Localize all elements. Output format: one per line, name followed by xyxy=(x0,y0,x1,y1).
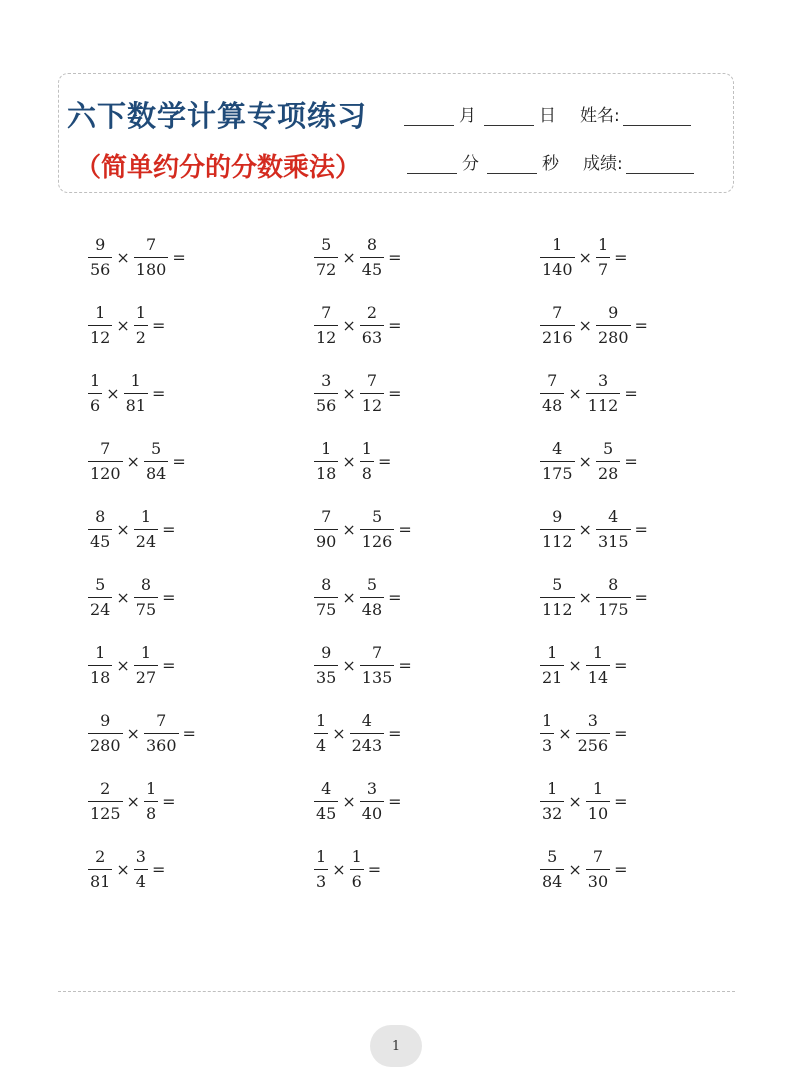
denominator: 24 xyxy=(134,529,158,550)
fraction-a xyxy=(540,710,554,755)
problem-item xyxy=(88,772,314,830)
denominator: 2 xyxy=(134,325,148,346)
times-sign: × xyxy=(578,247,592,267)
fraction-a xyxy=(88,846,112,891)
fraction-a xyxy=(88,778,123,823)
fraction-b xyxy=(360,234,384,279)
denominator: 24 xyxy=(88,597,112,618)
name-label: 姓名: xyxy=(580,106,620,126)
denominator: 256 xyxy=(576,733,611,754)
fraction-a xyxy=(314,370,338,415)
equals-sign: = xyxy=(151,383,166,403)
numerator: 1 xyxy=(361,438,372,458)
fraction-a xyxy=(88,234,112,279)
denominator: 81 xyxy=(124,393,148,414)
equals-sign: = xyxy=(182,723,196,743)
problem-item xyxy=(540,228,766,286)
denominator: 8 xyxy=(360,461,374,482)
problem-item xyxy=(314,840,540,898)
fraction-a xyxy=(88,642,112,687)
numerator: 8 xyxy=(366,234,378,254)
denominator: 3 xyxy=(540,733,554,754)
numerator: 1 xyxy=(135,302,146,322)
denominator: 175 xyxy=(540,461,575,482)
problem-item xyxy=(314,568,540,626)
worksheet-header xyxy=(58,73,734,193)
times-sign: × xyxy=(126,451,140,471)
denominator: 28 xyxy=(596,461,620,482)
denominator: 140 xyxy=(540,257,575,278)
equals-sign: = xyxy=(172,451,186,471)
fraction-b xyxy=(586,778,610,823)
times-sign: × xyxy=(342,791,356,811)
problem-item xyxy=(88,704,314,762)
denominator: 216 xyxy=(540,325,575,346)
numerator: 5 xyxy=(321,234,332,254)
fraction-b xyxy=(586,370,621,415)
denominator: 48 xyxy=(540,393,564,414)
times-sign: × xyxy=(332,723,346,743)
fraction-a xyxy=(314,778,338,823)
numerator: 7 xyxy=(100,438,111,458)
fraction-b xyxy=(596,506,631,551)
numerator: 7 xyxy=(145,234,157,254)
times-sign: × xyxy=(342,519,356,539)
name-blank[interactable] xyxy=(623,105,691,126)
problem-item xyxy=(540,636,766,694)
equals-sign: = xyxy=(614,859,628,879)
fraction-a xyxy=(540,642,564,687)
equals-sign: = xyxy=(388,247,402,267)
equals-sign: = xyxy=(398,655,412,675)
numerator: 1 xyxy=(140,642,152,662)
fraction-b xyxy=(350,710,385,755)
denominator: 45 xyxy=(88,529,112,550)
denominator: 6 xyxy=(88,393,102,414)
fraction-b xyxy=(134,846,148,891)
numerator: 1 xyxy=(321,438,332,458)
numerator: 4 xyxy=(608,506,619,526)
numerator: 7 xyxy=(547,370,558,390)
numerator: 2 xyxy=(100,778,111,798)
numerator: 5 xyxy=(95,574,106,594)
fraction-b xyxy=(134,234,169,279)
equals-sign: = xyxy=(388,315,402,335)
numerator: 8 xyxy=(608,574,619,594)
numerator: 9 xyxy=(608,302,619,322)
fraction-a xyxy=(540,506,575,551)
equals-sign: = xyxy=(634,315,648,335)
equals-sign: = xyxy=(624,383,638,403)
problem-item xyxy=(540,840,766,898)
fraction-a xyxy=(314,710,328,755)
numerator: 9 xyxy=(95,234,106,254)
problem-item xyxy=(88,228,314,286)
denominator: 56 xyxy=(314,393,338,414)
problem-item xyxy=(540,364,766,422)
numerator: 1 xyxy=(140,506,152,526)
numerator: 7 xyxy=(321,302,332,322)
numerator: 7 xyxy=(552,302,563,322)
fraction-a xyxy=(88,438,123,483)
times-sign: × xyxy=(106,383,120,403)
numerator: 3 xyxy=(597,370,609,390)
denominator: 126 xyxy=(360,529,395,550)
numerator: 8 xyxy=(140,574,152,594)
denominator: 112 xyxy=(540,597,575,618)
problem-item xyxy=(540,296,766,354)
equals-sign: = xyxy=(172,247,186,267)
numerator: 1 xyxy=(95,302,106,322)
fraction-b xyxy=(144,778,158,823)
numerator: 1 xyxy=(597,234,609,254)
fraction-a xyxy=(540,370,564,415)
equals-sign: = xyxy=(388,383,402,403)
numerator: 4 xyxy=(552,438,563,458)
problem-item xyxy=(314,704,540,762)
denominator: 14 xyxy=(586,665,610,686)
fraction-a xyxy=(540,778,564,823)
denominator: 175 xyxy=(596,597,631,618)
problem-item xyxy=(88,364,314,422)
equals-sign: = xyxy=(614,655,628,675)
worksheet-subtitle: （简单约分的分数乘法） xyxy=(75,153,362,183)
problem-item xyxy=(314,364,540,422)
numerator: 1 xyxy=(316,846,327,866)
score-label: 成绩: xyxy=(583,154,623,174)
fraction-b xyxy=(360,642,395,687)
month-label: 月 xyxy=(459,106,476,126)
numerator: 2 xyxy=(366,302,378,322)
numerator: 1 xyxy=(145,778,157,798)
fraction-b xyxy=(134,642,158,687)
times-sign: × xyxy=(116,315,130,335)
numerator: 2 xyxy=(95,846,106,866)
equals-sign: = xyxy=(388,791,402,811)
numerator: 4 xyxy=(321,778,332,798)
equals-sign: = xyxy=(162,655,176,675)
times-sign: × xyxy=(568,655,582,675)
problem-item xyxy=(314,772,540,830)
fraction-b xyxy=(360,574,384,619)
times-sign: × xyxy=(116,859,130,879)
denominator: 8 xyxy=(144,801,158,822)
times-sign: × xyxy=(578,451,592,471)
problem-item xyxy=(540,500,766,558)
problem-item xyxy=(88,840,314,898)
numerator: 9 xyxy=(321,642,332,662)
problem-grid xyxy=(88,228,766,908)
problem-item xyxy=(88,636,314,694)
equals-sign: = xyxy=(614,723,628,743)
fraction-a xyxy=(314,506,338,551)
denominator: 4 xyxy=(314,733,328,754)
fraction-b xyxy=(134,302,148,347)
denominator: 21 xyxy=(540,665,564,686)
times-sign: × xyxy=(342,655,356,675)
fraction-a xyxy=(540,574,575,619)
denominator: 180 xyxy=(134,257,169,278)
fraction-b xyxy=(596,438,620,483)
denominator: 84 xyxy=(540,869,564,890)
fraction-b xyxy=(586,846,610,891)
denominator: 10 xyxy=(586,801,610,822)
fraction-a xyxy=(88,574,112,619)
problem-item xyxy=(314,636,540,694)
denominator: 75 xyxy=(314,597,338,618)
times-sign: × xyxy=(578,315,592,335)
fraction-b xyxy=(360,778,384,823)
fraction-b xyxy=(586,642,610,687)
times-sign: × xyxy=(342,451,356,471)
fraction-b xyxy=(134,574,158,619)
fraction-a xyxy=(88,302,112,347)
times-sign: × xyxy=(342,315,356,335)
denominator: 243 xyxy=(350,733,385,754)
numerator: 3 xyxy=(135,846,146,866)
times-sign: × xyxy=(578,587,592,607)
numerator: 1 xyxy=(592,778,604,798)
denominator: 3 xyxy=(314,869,328,890)
times-sign: × xyxy=(116,247,130,267)
fraction-a xyxy=(88,370,102,415)
numerator: 1 xyxy=(542,710,553,730)
fraction-a xyxy=(314,846,328,891)
problem-item xyxy=(314,432,540,490)
worksheet-title: 六下数学计算专项练习 xyxy=(67,99,368,133)
problem-item xyxy=(88,296,314,354)
fraction-b xyxy=(596,234,610,279)
times-sign: × xyxy=(578,519,592,539)
fraction-a xyxy=(540,302,575,347)
equals-sign: = xyxy=(367,859,382,879)
problem-item xyxy=(88,500,314,558)
fraction-b xyxy=(124,370,148,415)
problem-item xyxy=(540,772,766,830)
denominator: 84 xyxy=(144,461,168,482)
numerator: 1 xyxy=(316,710,327,730)
problem-item xyxy=(540,704,766,762)
denominator: 63 xyxy=(360,325,384,346)
equals-sign: = xyxy=(624,451,638,471)
equals-sign: = xyxy=(162,587,176,607)
equals-sign: = xyxy=(162,791,176,811)
denominator: 45 xyxy=(314,801,338,822)
minute-label: 分 xyxy=(462,154,479,174)
denominator: 18 xyxy=(88,665,112,686)
denominator: 12 xyxy=(314,325,338,346)
numerator: 5 xyxy=(371,506,383,526)
denominator: 75 xyxy=(134,597,158,618)
second-blank[interactable] xyxy=(487,153,537,174)
equals-sign: = xyxy=(634,587,648,607)
times-sign: × xyxy=(568,383,582,403)
denominator: 18 xyxy=(314,461,338,482)
equals-sign: = xyxy=(634,519,648,539)
times-sign: × xyxy=(568,859,582,879)
day-blank[interactable] xyxy=(484,105,534,126)
numerator: 1 xyxy=(95,642,106,662)
date-name-row xyxy=(404,101,696,126)
numerator: 8 xyxy=(95,506,106,526)
numerator: 1 xyxy=(351,846,362,866)
numerator: 1 xyxy=(547,642,558,662)
fraction-a xyxy=(314,574,338,619)
numerator: 9 xyxy=(552,506,563,526)
fraction-b xyxy=(596,574,631,619)
footer-divider xyxy=(58,991,735,992)
numerator: 7 xyxy=(592,846,604,866)
fraction-b xyxy=(360,506,395,551)
fraction-b xyxy=(350,846,364,891)
numerator: 3 xyxy=(366,778,378,798)
score-blank[interactable] xyxy=(626,153,694,174)
equals-sign: = xyxy=(614,247,628,267)
denominator: 35 xyxy=(314,665,338,686)
numerator: 1 xyxy=(592,642,604,662)
time-score-row xyxy=(407,149,699,174)
denominator: 112 xyxy=(586,393,621,414)
numerator: 5 xyxy=(552,574,563,594)
numerator: 7 xyxy=(366,370,378,390)
fraction-a xyxy=(314,302,338,347)
times-sign: × xyxy=(126,791,140,811)
fraction-b xyxy=(144,438,168,483)
numerator: 5 xyxy=(547,846,558,866)
times-sign: × xyxy=(342,247,356,267)
times-sign: × xyxy=(126,723,140,743)
equals-sign: = xyxy=(151,315,166,335)
fraction-b xyxy=(360,438,374,483)
denominator: 48 xyxy=(360,597,384,618)
denominator: 12 xyxy=(360,393,384,414)
fraction-b xyxy=(576,710,611,755)
denominator: 135 xyxy=(360,665,395,686)
equals-sign: = xyxy=(388,723,402,743)
fraction-a xyxy=(540,438,575,483)
numerator: 3 xyxy=(587,710,598,730)
fraction-a xyxy=(540,846,564,891)
second-label: 秒 xyxy=(542,154,559,174)
numerator: 1 xyxy=(547,778,558,798)
fraction-b xyxy=(596,302,631,347)
page-number: 1 xyxy=(370,1025,422,1067)
problem-item xyxy=(88,432,314,490)
fraction-a xyxy=(314,642,338,687)
times-sign: × xyxy=(116,519,130,539)
equals-sign: = xyxy=(162,519,176,539)
problem-item xyxy=(314,228,540,286)
equals-sign: = xyxy=(388,587,402,607)
day-label: 日 xyxy=(539,106,556,126)
denominator: 32 xyxy=(540,801,564,822)
problem-item xyxy=(314,500,540,558)
numerator: 1 xyxy=(90,370,101,390)
month-blank[interactable] xyxy=(404,105,454,126)
minute-blank[interactable] xyxy=(407,153,457,174)
denominator: 12 xyxy=(88,325,112,346)
denominator: 56 xyxy=(88,257,112,278)
equals-sign: = xyxy=(377,451,392,471)
fraction-a xyxy=(314,438,338,483)
fraction-a xyxy=(88,710,123,755)
numerator: 9 xyxy=(100,710,111,730)
denominator: 27 xyxy=(134,665,158,686)
problem-item xyxy=(540,432,766,490)
numerator: 7 xyxy=(371,642,383,662)
numerator: 5 xyxy=(366,574,378,594)
denominator: 81 xyxy=(88,869,112,890)
fraction-b xyxy=(360,370,384,415)
denominator: 40 xyxy=(360,801,384,822)
numerator: 7 xyxy=(156,710,167,730)
denominator: 125 xyxy=(88,801,123,822)
times-sign: × xyxy=(116,655,130,675)
fraction-b xyxy=(144,710,179,755)
denominator: 112 xyxy=(540,529,575,550)
times-sign: × xyxy=(342,587,356,607)
denominator: 30 xyxy=(586,869,610,890)
times-sign: × xyxy=(332,859,346,879)
fraction-a xyxy=(88,506,112,551)
fraction-b xyxy=(134,506,158,551)
denominator: 280 xyxy=(596,325,631,346)
denominator: 45 xyxy=(360,257,384,278)
numerator: 8 xyxy=(321,574,332,594)
denominator: 280 xyxy=(88,733,123,754)
denominator: 315 xyxy=(596,529,631,550)
denominator: 7 xyxy=(596,257,610,278)
equals-sign: = xyxy=(151,859,166,879)
numerator: 5 xyxy=(603,438,614,458)
times-sign: × xyxy=(116,587,130,607)
denominator: 4 xyxy=(134,869,148,890)
denominator: 120 xyxy=(88,461,123,482)
times-sign: × xyxy=(342,383,356,403)
numerator: 3 xyxy=(321,370,332,390)
fraction-a xyxy=(314,234,338,279)
numerator: 5 xyxy=(151,438,162,458)
times-sign: × xyxy=(558,723,572,743)
fraction-b xyxy=(360,302,384,347)
denominator: 72 xyxy=(314,257,338,278)
equals-sign: = xyxy=(398,519,412,539)
problem-item xyxy=(88,568,314,626)
numerator: 1 xyxy=(552,234,563,254)
problem-item xyxy=(314,296,540,354)
numerator: 4 xyxy=(361,710,372,730)
numerator: 1 xyxy=(130,370,141,390)
problem-item xyxy=(540,568,766,626)
denominator: 90 xyxy=(314,529,338,550)
numerator: 7 xyxy=(321,506,332,526)
denominator: 360 xyxy=(144,733,179,754)
equals-sign: = xyxy=(614,791,628,811)
fraction-a xyxy=(540,234,575,279)
denominator: 6 xyxy=(350,869,364,890)
times-sign: × xyxy=(568,791,582,811)
